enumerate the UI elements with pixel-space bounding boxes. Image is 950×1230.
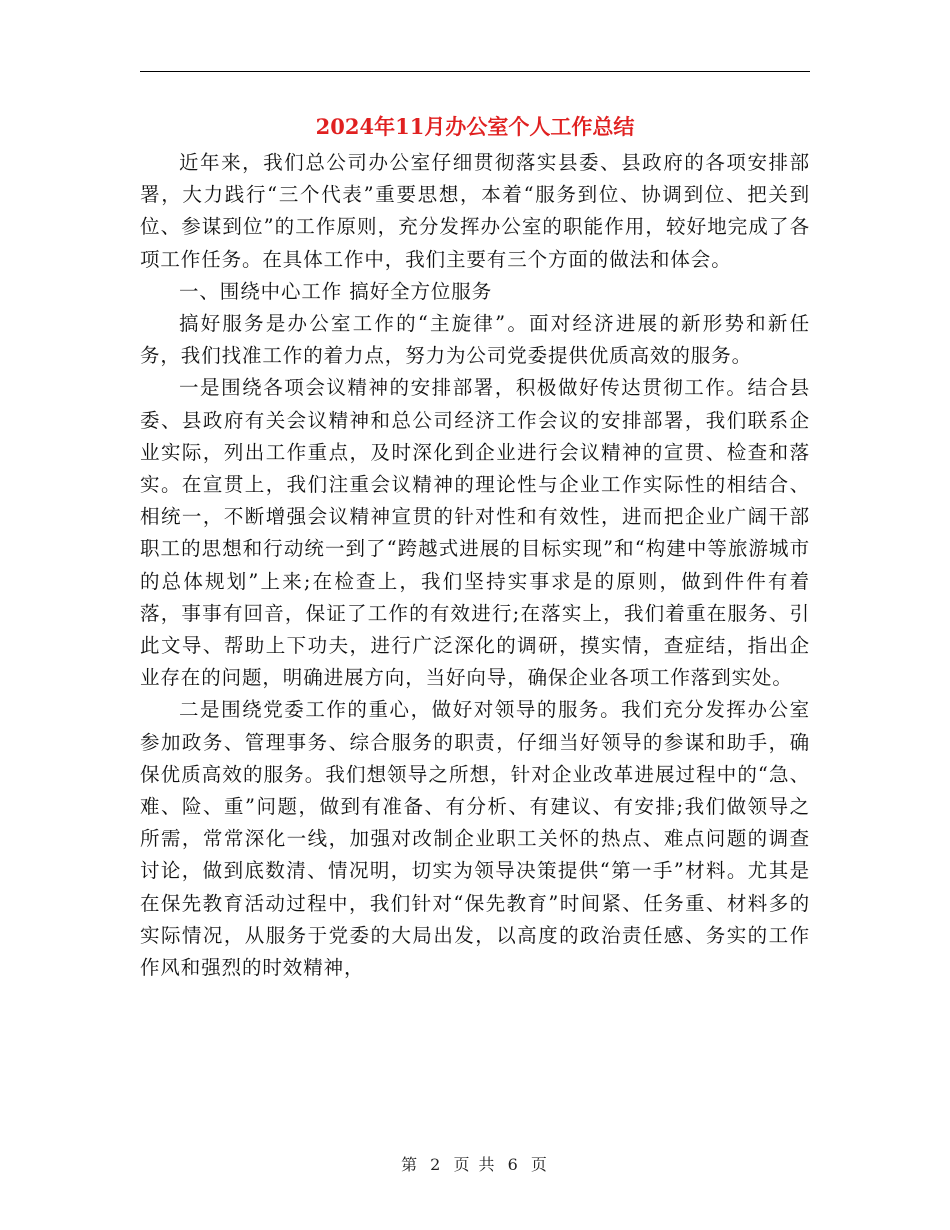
paragraph-service: 搞好服务是办公室工作的“主旋律”。面对经济进展的新形势和新任务，我们找准工作的着力点，努力为公司党委提供优质高效的服务。	[140, 312, 810, 368]
footer-suffix: 页	[530, 1155, 549, 1174]
paragraph-point-1: 一是围绕各项会议精神的安排部署，积极做好传达贯彻工作。结合县委、县政府有关会议精神和总公司经济工作会议的安排部署，我们联系企业实际，列出工作重点，及时深化到企业进行会议精神的宣贯、检查和落实。在宣贯上，我们注重会议精神的理论性与企业工作实际性的相结合、相统一，不断增强会议精神宣贯的针对性和有效性，进而把企业广阔干部职工的思想和行动统一到了“跨越式进展的目标实现”和“构建中等旅游城市的总体规划”上来;在检查上，我们坚持实事求是的原则，做到件件有着落，事事有回音，保证了工作的有效进行;在落实上，我们着重在服务、引此文导、帮助上下功夫，进行广泛深化的调研，摸实情，查症结，指出企业存在的问题，明确进展方向，当好向导，确保企业各项工作落到实处。	[140, 376, 810, 690]
document-title: 2024年11月办公室个人工作总结	[315, 114, 635, 139]
header-rule	[140, 71, 810, 72]
footer-middle: 页 共	[453, 1155, 497, 1174]
footer-total-pages: 6	[507, 1155, 520, 1174]
document-body	[140, 147, 810, 984]
paragraph-point-2: 二是围绕党委工作的重心，做好对领导的服务。我们充分发挥办公室参加政务、管理事务、综合服务的职责，仔细当好领导的参谋和助手，确保优质高效的服务。我们想领导之所想，针对企业改革进展过程中的“急、难、险、重”问题，做到有准备、有分析、有建议、有安排;我们做领导之所需，常常深化一线，加强对改制企业职工关怀的热点、难点问题的调查讨论，做到底数清、情况明，切实为领导决策提供“第一手”材料。尤其是在保先教育活动过程中，我们针对“保先教育”时间紧、任务重、材料多的实际情况，从服务于党委的大局出发，以高度的政治责任感、务实的工作作风和强烈的时效精神，	[140, 698, 810, 980]
page-footer	[0, 1152, 950, 1175]
footer-current-page: 2	[430, 1155, 443, 1174]
section-heading-1: 一、围绕中心工作 搞好全方位服务	[179, 279, 493, 303]
paragraph-intro: 近年来，我们总公司办公室仔细贯彻落实县委、县政府的各项安排部署，大力践行“三个代表”重要思想，本着“服务到位、协调到位、把关到位、参谋到位”的工作原则，充分发挥办公室的职能作用，较好地完成了各项工作任务。在具体工作中，我们主要有三个方面的做法和体会。	[140, 151, 810, 271]
footer-prefix: 第	[401, 1155, 420, 1174]
